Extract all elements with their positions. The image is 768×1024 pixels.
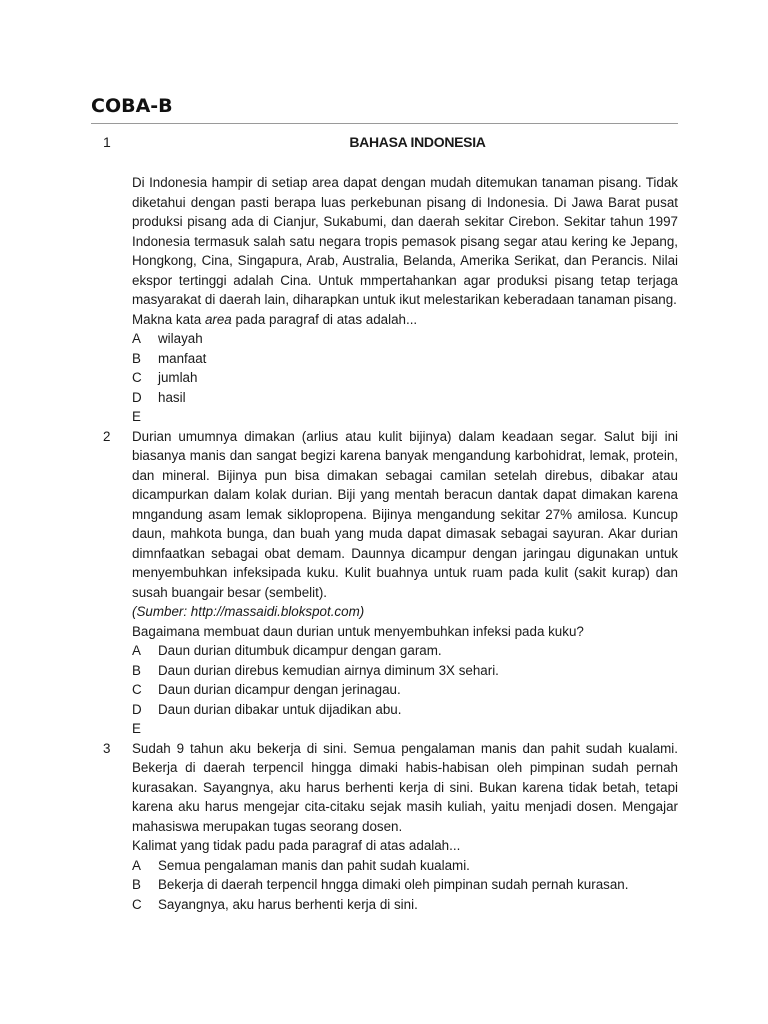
passage-source: (Sumber: http://massaidi.blokspot.com) [132, 604, 365, 619]
answer-option-c[interactable] [132, 368, 678, 388]
option-text: jumlah [158, 370, 198, 385]
answer-option-c[interactable] [132, 895, 678, 915]
answer-option-a[interactable] [132, 856, 678, 876]
option-text: Sayangnya, aku harus berhenti kerja di sini. [158, 896, 418, 912]
option-text: Daun durian direbus kemudian airnya diminum 3X sehari. [158, 662, 499, 678]
option-letter: D [132, 389, 142, 405]
question-passage: Durian umumnya dimakan (arlius atau kulit bijinya) dalam keadaan segar. Salut biji ini biasanya manis dan sangat begizi karena banyak mengandung karbohidrat, lemak, protein, dan mineral. Bijinya pun bisa dimakan sebagai camilan setelah direbus, dibakar atau dicampurkan dalam kolak durian. Biji yang mentah beracun dantak dapat dimakan karena mngandung asam lemak siklopropena. Bijinya mengandung sekitar 27% amilosa. Kuncup daun, mahkota bunga, dan buah yang muda dapat dimasak sebagai sayuran. Akar durian dimnfaatkan sebagai obat demam. Daunnya dicampur dengan jaringau digunakan untuk menyembuhkan infeksipada kuku. Kulit buahnya untuk ruam pada kulit (sakit kurap) dan susah buangair besar (sembelit). [132, 428, 678, 600]
question-3 [103, 739, 678, 915]
question-list [103, 173, 678, 914]
option-letter: E [132, 409, 141, 424]
option-letter: A [132, 331, 141, 346]
option-text: Daun durian dicampur dengan jerinagau. [158, 682, 401, 697]
option-text: Daun durian dibakar untuk dijadikan abu. [158, 701, 402, 717]
question-1 [103, 173, 678, 427]
option-letter: C [132, 682, 142, 697]
option-text: wilayah [158, 331, 203, 346]
answer-option-c[interactable] [132, 680, 678, 700]
option-letter: B [132, 662, 141, 678]
option-text: Bekerja di daerah terpencil hngga dimaki oleh pimpinan sudah pernah kurasan. [158, 877, 629, 892]
option-letter: C [132, 370, 142, 385]
subject-number: 1 [103, 134, 111, 150]
question-prompt: Kalimat yang tidak padu pada paragraf di atas adalah... [132, 838, 461, 853]
answer-option-b[interactable] [132, 349, 678, 369]
option-text: hasil [158, 389, 186, 405]
option-letter: E [132, 721, 141, 736]
option-letter: B [132, 350, 141, 366]
answer-option-e[interactable] [132, 719, 678, 739]
answer-option-e[interactable] [132, 407, 678, 427]
question-prompt: Bagaimana membuat daun durian untuk menyembuhkan infeksi pada kuku? [132, 623, 584, 639]
answer-option-b[interactable] [132, 875, 678, 895]
question-passage: Di Indonesia hampir di setiap area dapat dengan mudah ditemukan tanaman pisang. Tidak diketahui dengan pasti berapa luas perkebunan pisang di Indonesia. Di Jawa Barat pusat produksi pisang ada di Cianjur, Sukabumi, dan daerah sekitar Cirebon. Sekitar tahun 1997 Indonesia termasuk salah satu negara tropis pemasok pisang segar atau kering ke Jepang, Hongkong, Cina, Singapura, Arab, Australia, Belanda, Amerika Serikat, dan Perancis. Nilai ekspor tertinggi adalah Cina. Untuk mmpertahankan agar produksi pisang tetap terjaga masyarakat di daerah lain, diharapkan untuk ikut melestarikan keberadaan tanaman pisang. [132, 175, 678, 307]
answer-option-a[interactable] [132, 641, 678, 661]
option-text: manfaat [158, 350, 207, 366]
option-letter: A [132, 643, 141, 658]
question-prompt-emphasis: area [204, 311, 232, 327]
option-letter: A [132, 857, 141, 873]
subject-title: BAHASA INDONESIA [349, 134, 486, 150]
option-letter: C [132, 896, 142, 912]
question-prompt [132, 310, 678, 330]
option-letter: D [132, 701, 142, 717]
answer-option-b[interactable] [132, 661, 678, 681]
subject-header [91, 134, 678, 154]
question-prompt-prefix: Makna kata [132, 311, 205, 327]
question-prompt-suffix: pada paragraf di atas adalah... [231, 311, 418, 327]
document-title: COBA-B [91, 95, 173, 117]
option-text: Semua pengalaman manis dan pahit sudah kualami. [158, 857, 470, 873]
question-number: 3 [103, 740, 111, 756]
question-number: 2 [103, 428, 111, 444]
question-passage: Sudah 9 tahun aku bekerja di sini. Semua pengalaman manis dan pahit sudah kualami. Bekerja di daerah terpencil hingga dimaki habis-habisan oleh pimpinan sudah pernah kurasakan. Sayangnya, aku harus berhenti kerja di sini. Bukan karena tidak betah, tetapi karena aku harus mengejar cita-citaku sejak masih kuliah, yaitu menjadi dosen. Mengajar mahasiswa merupakan tugas seorang dosen. [132, 740, 678, 834]
question-2 [103, 427, 678, 739]
option-text: Daun durian ditumbuk dicampur dengan garam. [158, 643, 442, 658]
title-divider [91, 123, 678, 124]
answer-option-d[interactable] [132, 700, 678, 720]
answer-option-d[interactable] [132, 388, 678, 408]
answer-option-a[interactable] [132, 329, 678, 349]
option-letter: B [132, 877, 141, 892]
